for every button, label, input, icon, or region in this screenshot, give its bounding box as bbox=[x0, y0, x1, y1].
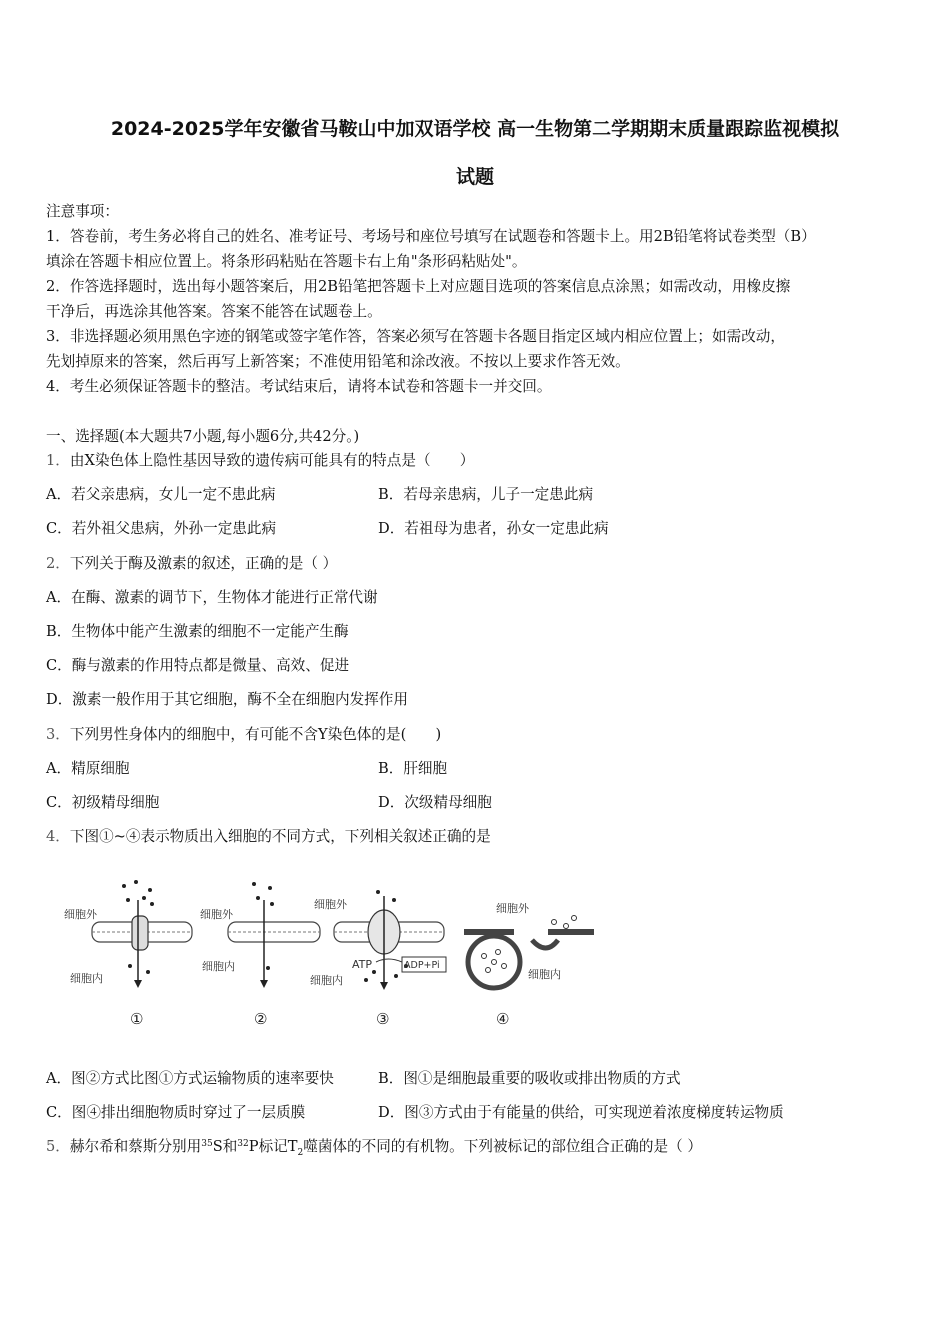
panel-1-number: ① bbox=[130, 1010, 144, 1028]
question-5-stem: 5．赫尔希和蔡斯分别用$^{35}$S和$^{32}$P标记$T_2$噬菌体的不同的有机物。下列被标记的部位组合正确的是（ ） bbox=[46, 1138, 702, 1158]
panel-3-adp-label: ADP+Pi bbox=[404, 960, 440, 971]
panel-2-number: ② bbox=[254, 1010, 268, 1028]
question-4-stem bbox=[46, 828, 491, 846]
question-3-option-a: A．精原细胞 bbox=[46, 760, 130, 777]
notice-line-7: 4．考生必须保证答题卡的整洁。考试结束后，请将本试卷和答题卡一并交回。 bbox=[46, 378, 552, 395]
panel-2-outside-label: 细胞外 bbox=[200, 908, 233, 921]
membrane-transport-figure bbox=[58, 856, 598, 1036]
panel-3-atp-label: ATP bbox=[352, 958, 373, 971]
notice-heading: 注意事项： bbox=[46, 203, 119, 220]
question-4-option-a: A．图②方式比图①方式运输物质的速率要快 bbox=[46, 1070, 334, 1087]
question-2-option-d: D．激素一般作用于其它细胞，酶不全在细胞内发挥作用 bbox=[46, 691, 408, 708]
question-1-option-c: C．若外祖父患病，外孙一定患此病 bbox=[46, 520, 277, 537]
notice-line-3: 2．作答选择题时，选出每小题答案后，用2B铅笔把答题卡上对应题目选项的答案信息点涂黑；如需改动，用橡皮擦 bbox=[46, 278, 791, 295]
question-3-option-c: C．初级精母细胞 bbox=[46, 794, 160, 811]
panel-1-channel-protein bbox=[132, 916, 148, 950]
notice-line-6: 先划掉原来的答案，然后再写上新答案；不准使用铅笔和涂改液。不按以上要求作答无效。 bbox=[46, 353, 630, 370]
question-2-stem bbox=[46, 555, 337, 573]
question-3-stem bbox=[46, 726, 441, 744]
panel-3-outside-label: 细胞外 bbox=[314, 898, 347, 911]
notice-line-1: 1．答卷前，考生务必将自己的姓名、准考证号、考场号和座位号填写在试题卷和答题卡上。用2B铅笔将试卷类型（B） bbox=[46, 228, 816, 245]
notice-line-4: 干净后，再选涂其他答案。答案不能答在试题卷上。 bbox=[46, 303, 382, 320]
question-3-text: 下列男性身体内的细胞中，有可能不含Y染色体的是( ) bbox=[69, 726, 442, 743]
title-line-2: 试题 bbox=[455, 166, 494, 188]
question-1-option-a: A．若父亲患病，女儿一定不患此病 bbox=[46, 486, 276, 503]
question-4-number: 4． bbox=[46, 828, 70, 845]
question-2-option-c: C．酶与激素的作用特点都是微量、高效、促进 bbox=[46, 657, 350, 674]
question-1-text: 由X染色体上隐性基因导致的遗传病可能具有的特点是（ ） bbox=[69, 452, 475, 469]
question-2-option-b: B．生物体中能产生激素的细胞不一定能产生酶 bbox=[46, 623, 349, 640]
panel-3-diagram bbox=[310, 890, 446, 1028]
question-2-text: 下列关于酶及激素的叙述，正确的是（ ） bbox=[69, 555, 338, 572]
question-4-option-d: D．图③方式由于有能量的供给，可实现逆着浓度梯度转运物质 bbox=[378, 1104, 784, 1121]
panel-2-diagram bbox=[200, 882, 320, 1028]
question-1-option-b: B．若母亲患病，儿子一定患此病 bbox=[378, 486, 594, 503]
question-3-option-d: D．次级精母细胞 bbox=[378, 794, 492, 811]
panel-1-diagram bbox=[64, 880, 192, 1028]
panel-2-inside-label: 细胞内 bbox=[202, 960, 235, 973]
panel-3-inside-label: 细胞内 bbox=[310, 974, 343, 987]
panel-4-inside-label: 细胞内 bbox=[528, 968, 561, 981]
section-heading: 一、选择题(本大题共7小题,每小题6分,共42分。) bbox=[46, 428, 360, 445]
question-2-number: 2． bbox=[46, 555, 70, 572]
question-4-option-c: C．图④排出细胞物质时穿过了一层质膜 bbox=[46, 1104, 306, 1121]
question-1-number: 1． bbox=[46, 452, 70, 469]
panel-4-number: ④ bbox=[496, 1010, 510, 1028]
question-4-option-b: B．图①是细胞最重要的吸收或排出物质的方式 bbox=[378, 1070, 681, 1087]
notice-line-5: 3．非选择题必须用黑色字迹的钢笔或签字笔作答，答案必须写在答题卡各题目指定区域内相应位置上；如需改动， bbox=[46, 328, 785, 345]
panel-1-inside-label: 细胞内 bbox=[70, 972, 103, 985]
panel-1-outside-label: 细胞外 bbox=[64, 908, 97, 921]
question-3-option-b: B．肝细胞 bbox=[378, 760, 448, 777]
question-3-number: 3． bbox=[46, 726, 70, 743]
panel-4-diagram bbox=[464, 901, 594, 1028]
question-5-number: 5． bbox=[46, 1138, 70, 1155]
question-4-text: 下图①~④表示物质出入细胞的不同方式，下列相关叙述正确的是 bbox=[69, 828, 491, 845]
question-1-option-d: D．若祖母为患者，孙女一定患此病 bbox=[378, 520, 609, 537]
panel-4-vesicle bbox=[468, 936, 520, 988]
question-1-stem bbox=[46, 452, 474, 470]
title-line-1: 2024-2025学年安徽省马鞍山中加双语学校 高一生物第二学期期末质量跟踪监视模拟 bbox=[110, 118, 840, 140]
question-2-option-a: A．在酶、激素的调节下，生物体才能进行正常代谢 bbox=[46, 589, 378, 606]
notice-line-2: 填涂在答题卡相应位置上。将条形码粘贴在答题卡右上角"条形码粘贴处"。 bbox=[46, 253, 527, 270]
panel-3-number: ③ bbox=[376, 1010, 390, 1028]
panel-4-outside-label: 细胞外 bbox=[496, 902, 529, 915]
